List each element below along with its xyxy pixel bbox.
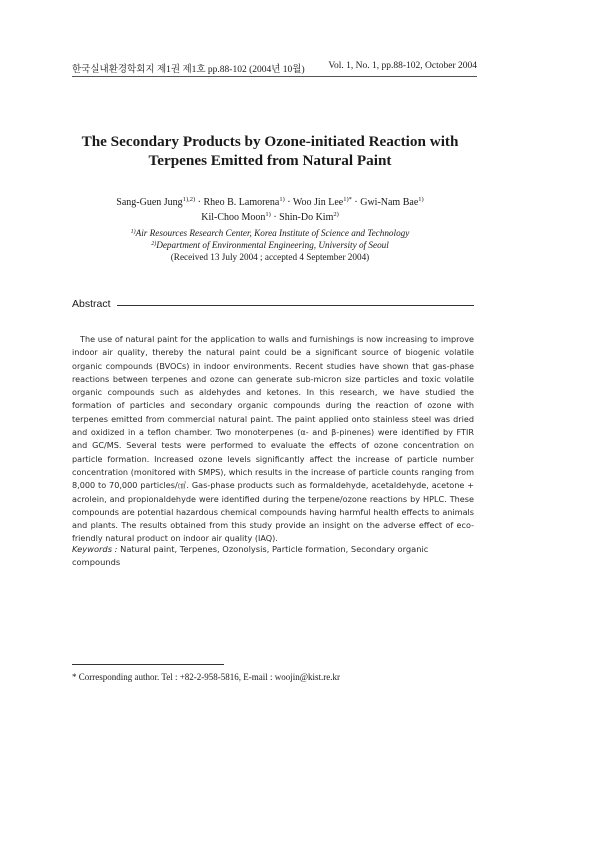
author-separator: · [354, 197, 358, 208]
keywords [72, 543, 474, 569]
running-head-left: 한국실내환경학회지 제1권 제1호 pp.88-102 (2004년 10월) [72, 65, 305, 75]
keywords-label: Keywords : [72, 544, 118, 554]
author-separator: · [197, 197, 201, 208]
abstract-heading-rule [72, 305, 474, 306]
running-head-right: Vol. 1, No. 1, pp.88-102, October 2004 [328, 61, 477, 71]
corresponding-author-footnote: * Corresponding author. Tel : +82-2-958-5816, E-mail : woojin@kist.re.kr [72, 672, 341, 682]
paper-title-line-2: Terpenes Emitted from Natural Paint [148, 152, 392, 169]
affiliation-text: Department of Environmental Engineering, University of Seoul [156, 240, 389, 250]
author-affiliation-mark: 1),2) [182, 196, 196, 203]
author-separator: · [273, 212, 277, 223]
author-name: Sang-Guen Jung [116, 197, 183, 208]
author-separator: · [287, 197, 291, 208]
author-name: Woo Jin Lee [292, 197, 344, 208]
author-affiliation-mark: 1) [418, 196, 424, 203]
paper-title [60, 132, 480, 170]
author-name: Rheo B. Lamorena [203, 197, 280, 208]
author-name: Gwi-Nam Bae [360, 197, 419, 208]
author-affiliation-mark: 1) [279, 196, 285, 203]
abstract-heading-label: Abstract [72, 298, 117, 310]
affiliation-mark: 1) [130, 229, 136, 235]
footnote-rule [72, 664, 224, 665]
author-name: Shin-Do Kim [279, 212, 334, 223]
abstract-heading [72, 298, 474, 312]
affiliation-1 [60, 227, 480, 239]
author-affiliation-mark: 2) [333, 211, 339, 218]
author-line-1 [60, 195, 480, 210]
author-line-2 [60, 210, 480, 225]
affiliations [60, 227, 480, 263]
author-list [60, 195, 480, 225]
author-name: Kil-Choo Moon [201, 212, 266, 223]
keywords-text: Natural paint, Terpenes, Ozonolysis, Particle formation, Secondary organic compounds [72, 544, 429, 567]
received-dates: (Received 13 July 2004 ; accepted 4 September 2004) [170, 252, 370, 262]
affiliation-2 [60, 239, 480, 251]
affiliation-mark: 2) [151, 241, 157, 247]
abstract-text: The use of natural paint for the application to walls and furnishings is now increasing to improve indoor air quality, thereby the natural paint could be a significant source of biogenic volatile organic compounds (BVOCs) in indoor environments. Recent studies have shown that gas-phase reactions between terpenes and ozone can generate sub-micron size particles and toxic volatile organic compounds such as aldehydes and ketones. In this research, we have studied the formation of particles and secondary organic compounds during the reaction of ozone with terpenes emitted from commercial natural paint. The paint applied onto stainless steel was dried and oxidized in a teflon chamber. Two monoterpenes (α- and β-pinenes) were identified by FTIR and GC/MS. Several tests were performed to evaluate the effects of ozone concentration on particle formation. Increased ozone levels significantly affect the increase of particle number concentration (monitored with SMPS), which results in the increase of particle counts ranging from 8,000 to 70,000 particles/㎤. Gas-phase products such as formaldehyde, acetaldehyde, acetone + acrolein, and propionaldehyde were identified during the terpene/ozone reactions by HPLC. These compounds are potential hazardous chemical compounds having harmful health effects to animals and plants. The results obtained from this study provide an insight on the adverse effect of eco-friendly natural product on indoor air quality (IAQ). [72, 334, 474, 544]
author-affiliation-mark: 1) [265, 211, 271, 218]
author-affiliation-mark: 1)* [343, 196, 352, 203]
paper-title-line-1: The Secondary Products by Ozone-initiated Reaction with [81, 133, 459, 150]
affiliation-text: Air Resources Research Center, Korea Institute of Science and Technology [135, 228, 410, 238]
running-head [72, 60, 477, 77]
